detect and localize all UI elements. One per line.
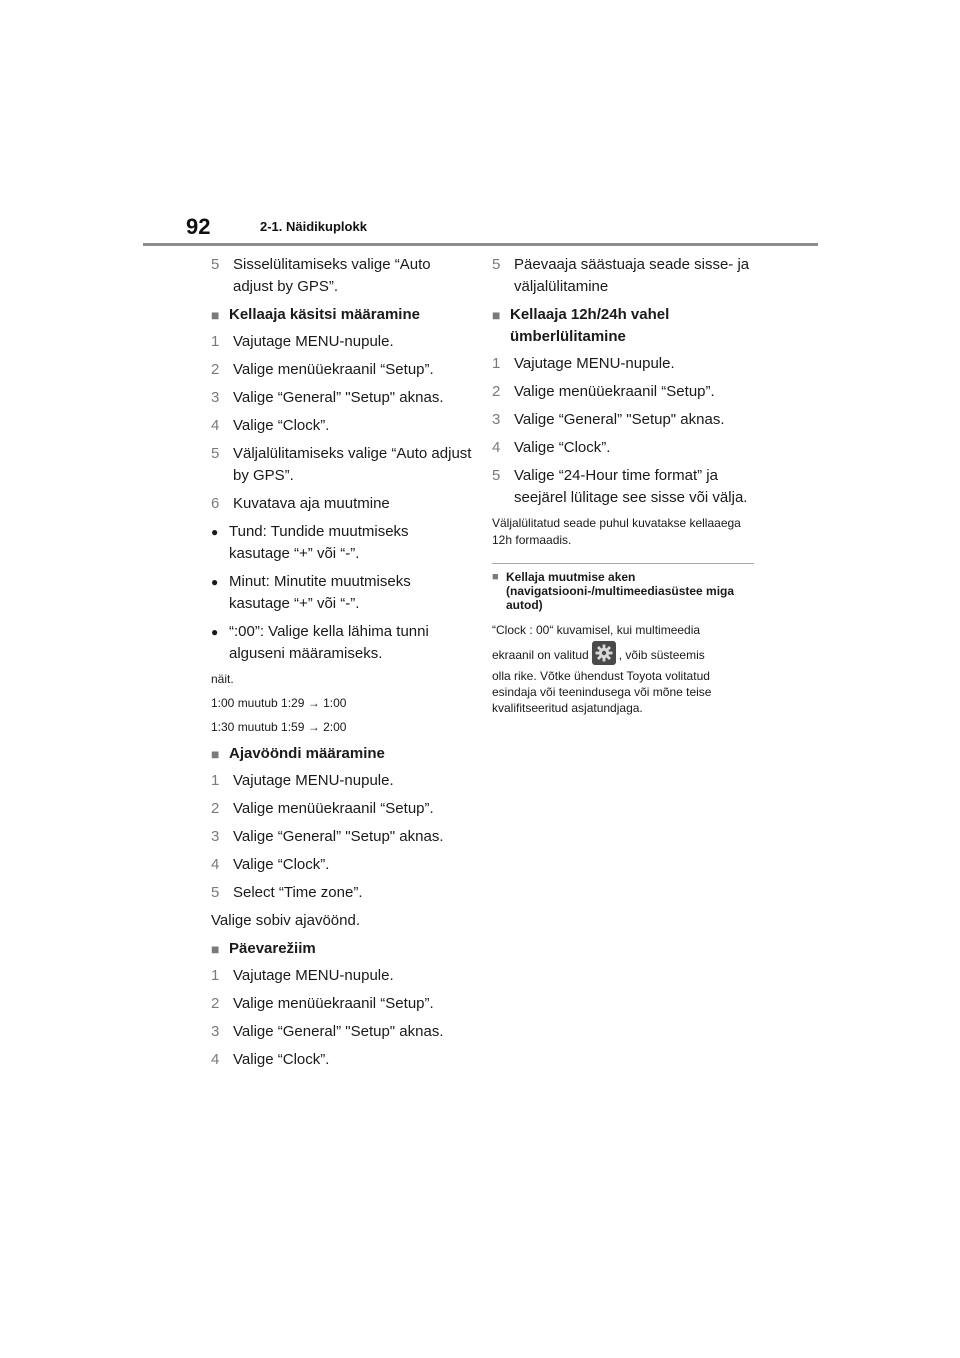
step-text: Vajutage MENU-nupule. [514, 355, 675, 372]
page-number: 92 [186, 214, 211, 239]
step-number: 2 [211, 995, 220, 1012]
step-number: 3 [211, 1023, 220, 1040]
step-text: Päevaaja säästuaja seade sisse- ja väljalülitamine [514, 256, 750, 295]
bullet-text: Tund: Tundide muutmiseks kasutage “+” või “-”. [229, 523, 409, 562]
step-number: 4 [211, 417, 220, 434]
step-text: Vajutage MENU-nupule. [233, 772, 394, 789]
step-number: 5 [492, 256, 501, 273]
step-text: Valige “Clock”. [514, 439, 611, 456]
step-number: 1 [492, 355, 501, 372]
note-text: , võib süsteemis [618, 648, 705, 663]
note-divider [492, 563, 754, 564]
step-text: Kuvatava aja muutmine [233, 495, 390, 512]
note-heading-text: Kellaja muutmise aken (navigatsiooni-/multimeediasüstee miga autod) [506, 570, 735, 612]
list-item [211, 882, 473, 904]
list-item [211, 993, 473, 1015]
list-item [211, 331, 473, 353]
section-heading [211, 743, 473, 765]
heading-text: Kellaaja käsitsi määramine [229, 306, 420, 323]
step-number: 3 [492, 411, 501, 428]
step-number: 2 [211, 800, 220, 817]
bullet-dot-icon: ● [211, 575, 219, 589]
square-bullet-icon: ■ [492, 307, 501, 323]
step-number: 3 [211, 389, 220, 406]
step-number: 5 [492, 467, 501, 484]
list-item [211, 770, 473, 792]
example-line: 1:30 muutub 1:59 → 2:00 [211, 720, 347, 734]
list-item [211, 826, 473, 848]
list-item [492, 409, 754, 431]
section-title: 2-1. Näidikuplokk [260, 219, 367, 234]
example-label: näit. [211, 672, 234, 686]
step-text: Valige “General” "Setup" aknas. [233, 828, 444, 845]
square-bullet-icon: ■ [211, 746, 220, 762]
list-item [492, 353, 754, 375]
step-number: 2 [211, 361, 220, 378]
header-divider [143, 243, 818, 246]
step-number: 4 [211, 1051, 220, 1068]
square-bullet-icon: ■ [211, 941, 220, 957]
step-text: Valige “General” "Setup" aknas. [514, 411, 725, 428]
bullet-item [211, 621, 473, 665]
note-heading [492, 570, 754, 612]
note-text: ekraanil on valitud [492, 648, 589, 663]
step-text: Valige menüüekraanil “Setup”. [514, 383, 715, 400]
heading-text: Päevarežiim [229, 940, 316, 957]
section-heading [211, 304, 473, 326]
step-text: Valige “24-Hour time format” ja seejärel lülitage see sisse või välja. [514, 467, 748, 506]
step-number: 4 [492, 439, 501, 456]
gear-icon [592, 641, 616, 665]
step-text: Select “Time zone”. [233, 884, 363, 901]
step-number: 3 [211, 828, 220, 845]
step-text: Sisselülitamiseks valige “Auto adjust by GPS”. [233, 256, 431, 295]
list-item [492, 254, 754, 298]
heading-text: Kellaaja 12h/24h vahel ümberlülitamine [510, 306, 670, 345]
list-item [492, 465, 754, 509]
format-note: Väljalülitatud seade puhul kuvatakse kellaaega 12h formaadis. [492, 516, 741, 547]
step-text: Valige “Clock”. [233, 856, 330, 873]
list-item [211, 443, 473, 487]
example-line: 1:00 muutub 1:29 → 1:00 [211, 696, 347, 710]
step-text: Väljalülitamiseks valige “Auto adjust by GPS”. [233, 445, 472, 484]
section-heading [492, 304, 754, 348]
bullet-dot-icon: ● [211, 525, 219, 539]
note-paragraph: olla rike. Võtke ühendust Toyota volitatud esindaja või teenindusega või mõne teise kvalifitseeritud asjatundjaga. [492, 669, 712, 715]
step-number: 4 [211, 856, 220, 873]
step-number: 1 [211, 967, 220, 984]
bullet-text: “:00”: Valige kella lähima tunni alguseni määramiseks. [229, 623, 429, 662]
step-text: Valige menüüekraanil “Setup”. [233, 361, 434, 378]
step-text: Valige “General” "Setup" aknas. [233, 1023, 444, 1040]
step-text: Valige menüüekraanil “Setup”. [233, 995, 434, 1012]
section-heading [211, 938, 473, 960]
list-item [211, 965, 473, 987]
list-item [492, 437, 754, 459]
step-number: 2 [492, 383, 501, 400]
list-item [211, 254, 473, 298]
square-bullet-icon: ■ [211, 307, 220, 323]
bullet-item [211, 521, 473, 565]
list-item [211, 798, 473, 820]
note-line: “Clock : 00“ kuvamisel, kui multimeedia [492, 623, 701, 637]
right-column [492, 254, 754, 716]
step-number: 5 [211, 445, 220, 462]
left-column [211, 254, 473, 1077]
list-item [211, 415, 473, 437]
bullet-item [211, 571, 473, 615]
step-text: Valige “Clock”. [233, 1051, 330, 1068]
step-text: Valige menüüekraanil “Setup”. [233, 800, 434, 817]
step-text: Valige “General” "Setup" aknas. [233, 389, 444, 406]
list-item [211, 1049, 473, 1071]
list-item [211, 1021, 473, 1043]
step-text: Vajutage MENU-nupule. [233, 967, 394, 984]
bullet-text: Minut: Minutite muutmiseks kasutage “+” või “-”. [229, 573, 411, 612]
note-line-with-icon [492, 644, 754, 668]
heading-text: Ajavööndi määramine [229, 745, 385, 762]
list-item [211, 387, 473, 409]
step-text: Vajutage MENU-nupule. [233, 333, 394, 350]
step-text: Valige “Clock”. [233, 417, 330, 434]
bullet-dot-icon: ● [211, 625, 219, 639]
step-number: 1 [211, 333, 220, 350]
list-item [211, 493, 473, 515]
paragraph: Valige sobiv ajavöönd. [211, 912, 360, 929]
step-number: 1 [211, 772, 220, 789]
list-item [211, 359, 473, 381]
step-number: 5 [211, 884, 220, 901]
list-item [211, 854, 473, 876]
list-item [492, 381, 754, 403]
step-number: 6 [211, 495, 220, 512]
step-number: 5 [211, 256, 220, 273]
square-bullet-icon: ■ [492, 571, 499, 583]
